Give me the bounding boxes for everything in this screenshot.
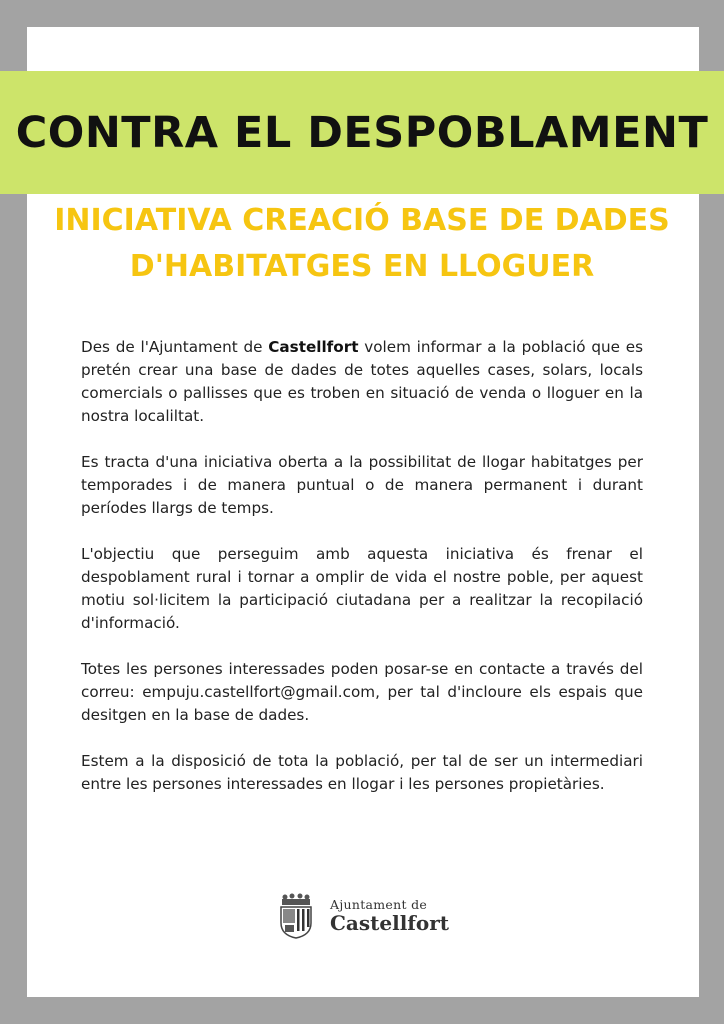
paragraph-4: Totes les persones interessades poden posar-se en contacte a través del correu: empuju.castellfort@gmail.com, per tal d'incloure els espais que desitgen en la base de dades.	[81, 660, 643, 724]
paragraph-5: Estem a la disposició de tota la població, per tal de ser un intermediari entre les persones interessades en llogar i les persones propietàries.	[81, 752, 643, 793]
logo-line-1: Ajuntament de	[330, 897, 428, 912]
paragraph-1	[81, 336, 643, 428]
paragraph-3: L'objectiu que perseguim amb aquesta iniciativa és frenar el despoblament rural i tornar a omplir de vida el nostre poble, per aquest motiu sol·licitem la participació ciutadana per a realitzar la recopilació d'informació.	[81, 545, 643, 632]
logo-line-2: Castellfort	[330, 911, 450, 935]
town-name: Castellfort	[268, 338, 359, 356]
paragraph-1-end: volem informar a la població que es pretén crear una base de dades de totes aquelles cases, solars, locals comercials o pallisses que es troben en situació de venda o lloguer en la nostra localiltat.	[81, 338, 643, 425]
title-banner	[0, 71, 724, 194]
footer-logo	[276, 893, 449, 939]
logo-text	[330, 898, 449, 934]
page-title: CONTRA EL DESPOBLAMENT	[15, 107, 709, 158]
paragraph-2: Es tracta d'una iniciativa oberta a la possibilitat de llogar habitatges per temporades i de manera puntual o de manera permanent i durant períodes llargs de temps.	[81, 453, 643, 517]
subtitle	[0, 198, 724, 290]
body-text	[81, 336, 643, 819]
subtitle-line-1: INICIATIVA CREACIÓ BASE DE DADES	[54, 203, 670, 238]
subtitle-line-2: D'HABITATGES EN LLOGUER	[129, 249, 595, 284]
coat-of-arms-icon	[276, 893, 316, 939]
paragraph-1-start: Des de l'Ajuntament de	[81, 338, 269, 356]
